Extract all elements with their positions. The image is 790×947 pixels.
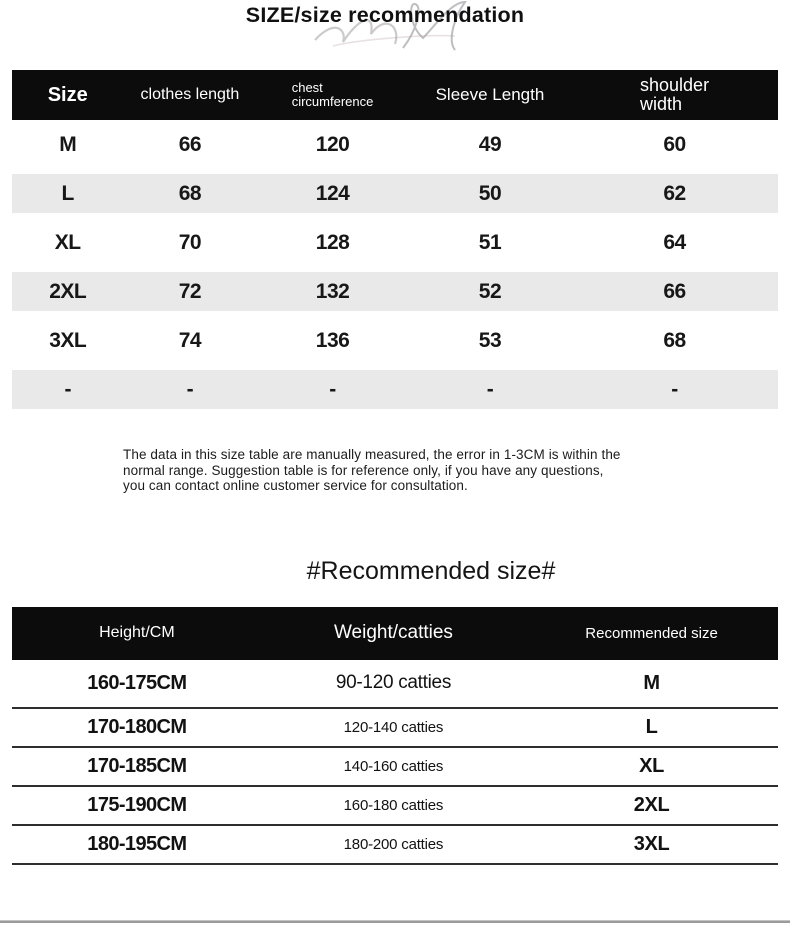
table-cell: 2XL (49, 279, 87, 303)
table-cell: 68 (178, 181, 202, 205)
table-cell: 68 (663, 328, 686, 352)
table-cell: - (671, 377, 678, 401)
table-cell: 170-180CM (87, 715, 187, 738)
table-cell: 72 (178, 279, 202, 303)
note-line: you can contact online customer service for consultation. (123, 478, 468, 494)
table-cell: 136 (315, 328, 350, 352)
table-cell: 124 (315, 181, 350, 205)
table-cell: 132 (315, 279, 350, 303)
table-cell: 50 (478, 181, 502, 205)
table-cell: 60 (663, 132, 686, 156)
size-table-row (12, 218, 778, 267)
page-title: SIZE/size recommendation (245, 3, 525, 27)
table-cell: 3XL (49, 328, 87, 352)
recommend-table-row (12, 709, 778, 748)
table-cell: XL (639, 754, 665, 777)
table-cell: 180-200 catties (343, 835, 444, 853)
table-cell: 53 (478, 328, 502, 352)
table-cell: 3XL (633, 832, 670, 855)
header-clothes-length: clothes length (140, 86, 240, 103)
recommend-table-row (12, 748, 778, 787)
size-table-row (12, 316, 778, 365)
header-chest-line1: chest (291, 80, 323, 95)
table-cell: XL (54, 230, 81, 254)
header-sleeve-length: Sleeve Length (435, 85, 545, 104)
recommend-table (12, 607, 778, 865)
table-cell: - (186, 377, 194, 401)
table-cell: 160-180 catties (343, 796, 444, 814)
size-table-row (12, 365, 778, 414)
table-cell: 140-160 catties (343, 757, 444, 775)
table-cell: 52 (478, 279, 502, 303)
table-cell: 51 (478, 230, 502, 254)
header-chest-line2: circumference (291, 94, 374, 109)
table-cell: 120-140 catties (343, 718, 444, 736)
table-cell: - (486, 377, 494, 401)
table-cell: - (64, 377, 71, 401)
table-cell: 175-190CM (87, 793, 187, 816)
recommended-size-heading: #Recommended size# (306, 556, 556, 585)
table-cell: 2XL (633, 793, 670, 816)
table-cell: M (643, 671, 660, 694)
size-table-header (12, 70, 778, 120)
header-recommended-size: Recommended size (585, 624, 718, 642)
size-table-row (12, 169, 778, 218)
section-divider (0, 920, 790, 923)
table-cell: 180-195CM (87, 832, 187, 855)
header-shoulder-width (571, 76, 778, 114)
measurement-note (123, 447, 698, 494)
recommend-table-row (12, 787, 778, 826)
recommend-table-row (12, 660, 778, 709)
table-cell: 160-175CM (87, 671, 187, 694)
table-cell: 66 (663, 279, 686, 303)
size-table-row (12, 267, 778, 316)
header-shoulder-line1: shoulder (640, 75, 710, 95)
table-cell: 120 (315, 132, 350, 156)
table-cell: L (645, 715, 658, 738)
table-cell: 128 (315, 230, 350, 254)
recommend-table-header (12, 607, 778, 660)
header-weight-catties: Weight/catties (333, 622, 453, 644)
table-cell: 66 (178, 132, 202, 156)
table-cell: - (329, 377, 336, 401)
header-shoulder-line2: width (640, 94, 683, 114)
table-cell: L (61, 181, 74, 205)
table-cell: 49 (478, 132, 502, 156)
note-line: The data in this size table are manually measured, the error in 1-3CM is within the (123, 447, 621, 462)
title-section (0, 0, 790, 32)
size-table (12, 70, 778, 414)
table-cell: 70 (178, 230, 202, 254)
header-size: Size (47, 83, 88, 106)
table-cell: 74 (178, 328, 202, 352)
table-cell: 64 (663, 230, 686, 254)
header-height-cm: Height/CM (99, 624, 175, 642)
recommend-table-row (12, 826, 778, 865)
table-cell: 62 (663, 181, 686, 205)
header-chest-circumference (256, 81, 408, 109)
size-table-row (12, 120, 778, 169)
table-cell: 170-185CM (87, 754, 187, 777)
table-cell: M (59, 132, 77, 156)
note-line: normal range. Suggestion table is for reference only, if you have any questions, (123, 462, 604, 478)
table-cell: 90-120 catties (335, 672, 452, 694)
